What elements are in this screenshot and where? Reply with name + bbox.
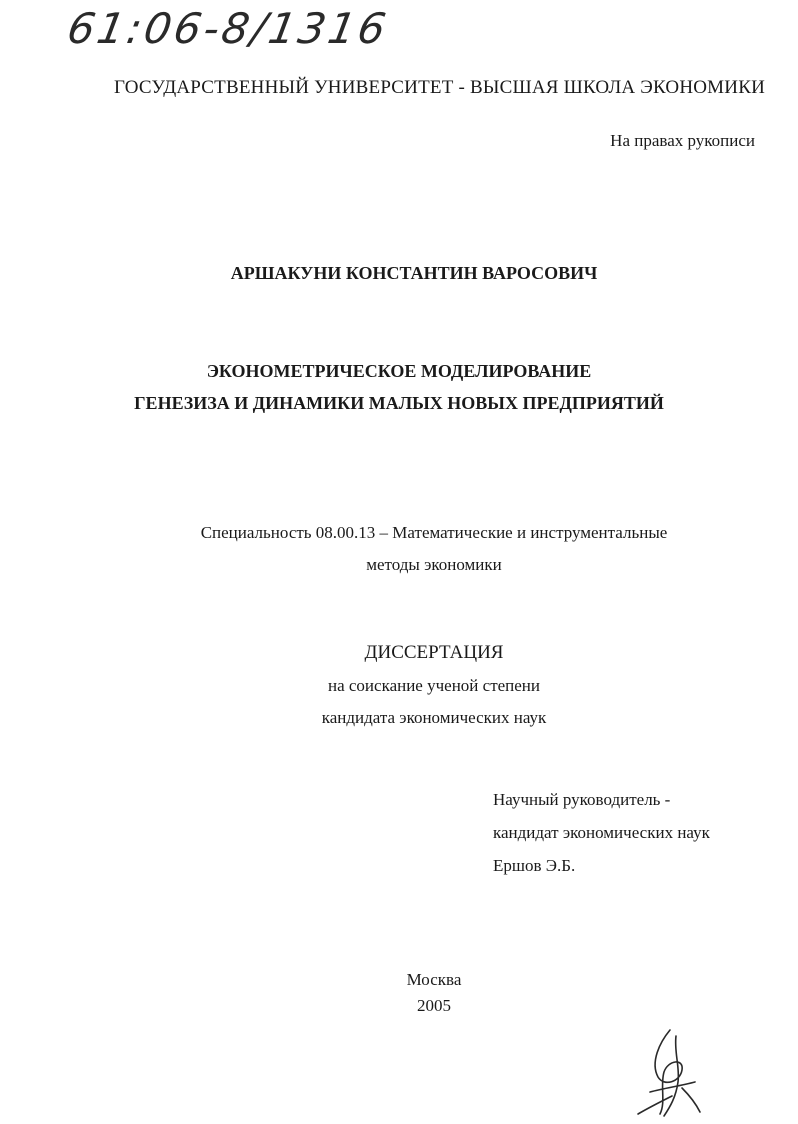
supervisor-name: Ершов Э.Б. (493, 856, 576, 875)
archive-code-handwritten: 61:06-8/1316 (63, 4, 393, 53)
specialty-line-2: методы экономики (366, 555, 502, 574)
degree-line-1: на соискание ученой степени (327, 676, 541, 695)
dissertation-heading: ДИССЕРТАЦИЯ (364, 642, 504, 663)
city: Москва (406, 970, 462, 989)
supervisor-degree: кандидат экономических наук (493, 823, 710, 842)
specialty-line-1: Специальность 08.00.13 – Математические и инструментальные (200, 523, 668, 542)
university-name: ГОСУДАРСТВЕННЫЙ УНИВЕРСИТЕТ - ВЫСШАЯ ШКОЛА ЭКОНОМИКИ (114, 77, 765, 98)
year: 2005 (417, 996, 451, 1015)
dissertation-title-line-2: ГЕНЕЗИЗА И ДИНАМИКИ МАЛЫХ НОВЫХ ПРЕДПРИЯТИЙ (134, 393, 664, 413)
manuscript-rights-note: На правах рукописи (610, 131, 755, 150)
supervisor-role: Научный руководитель - (493, 790, 671, 809)
degree-line-2: кандидата экономических наук (321, 708, 547, 727)
author-name: АРШАКУНИ КОНСТАНТИН ВАРОСОВИЧ (230, 263, 598, 283)
dissertation-title-line-1: ЭКОНОМЕТРИЧЕСКОЕ МОДЕЛИРОВАНИЕ (206, 361, 592, 381)
signature-icon (620, 1022, 720, 1122)
